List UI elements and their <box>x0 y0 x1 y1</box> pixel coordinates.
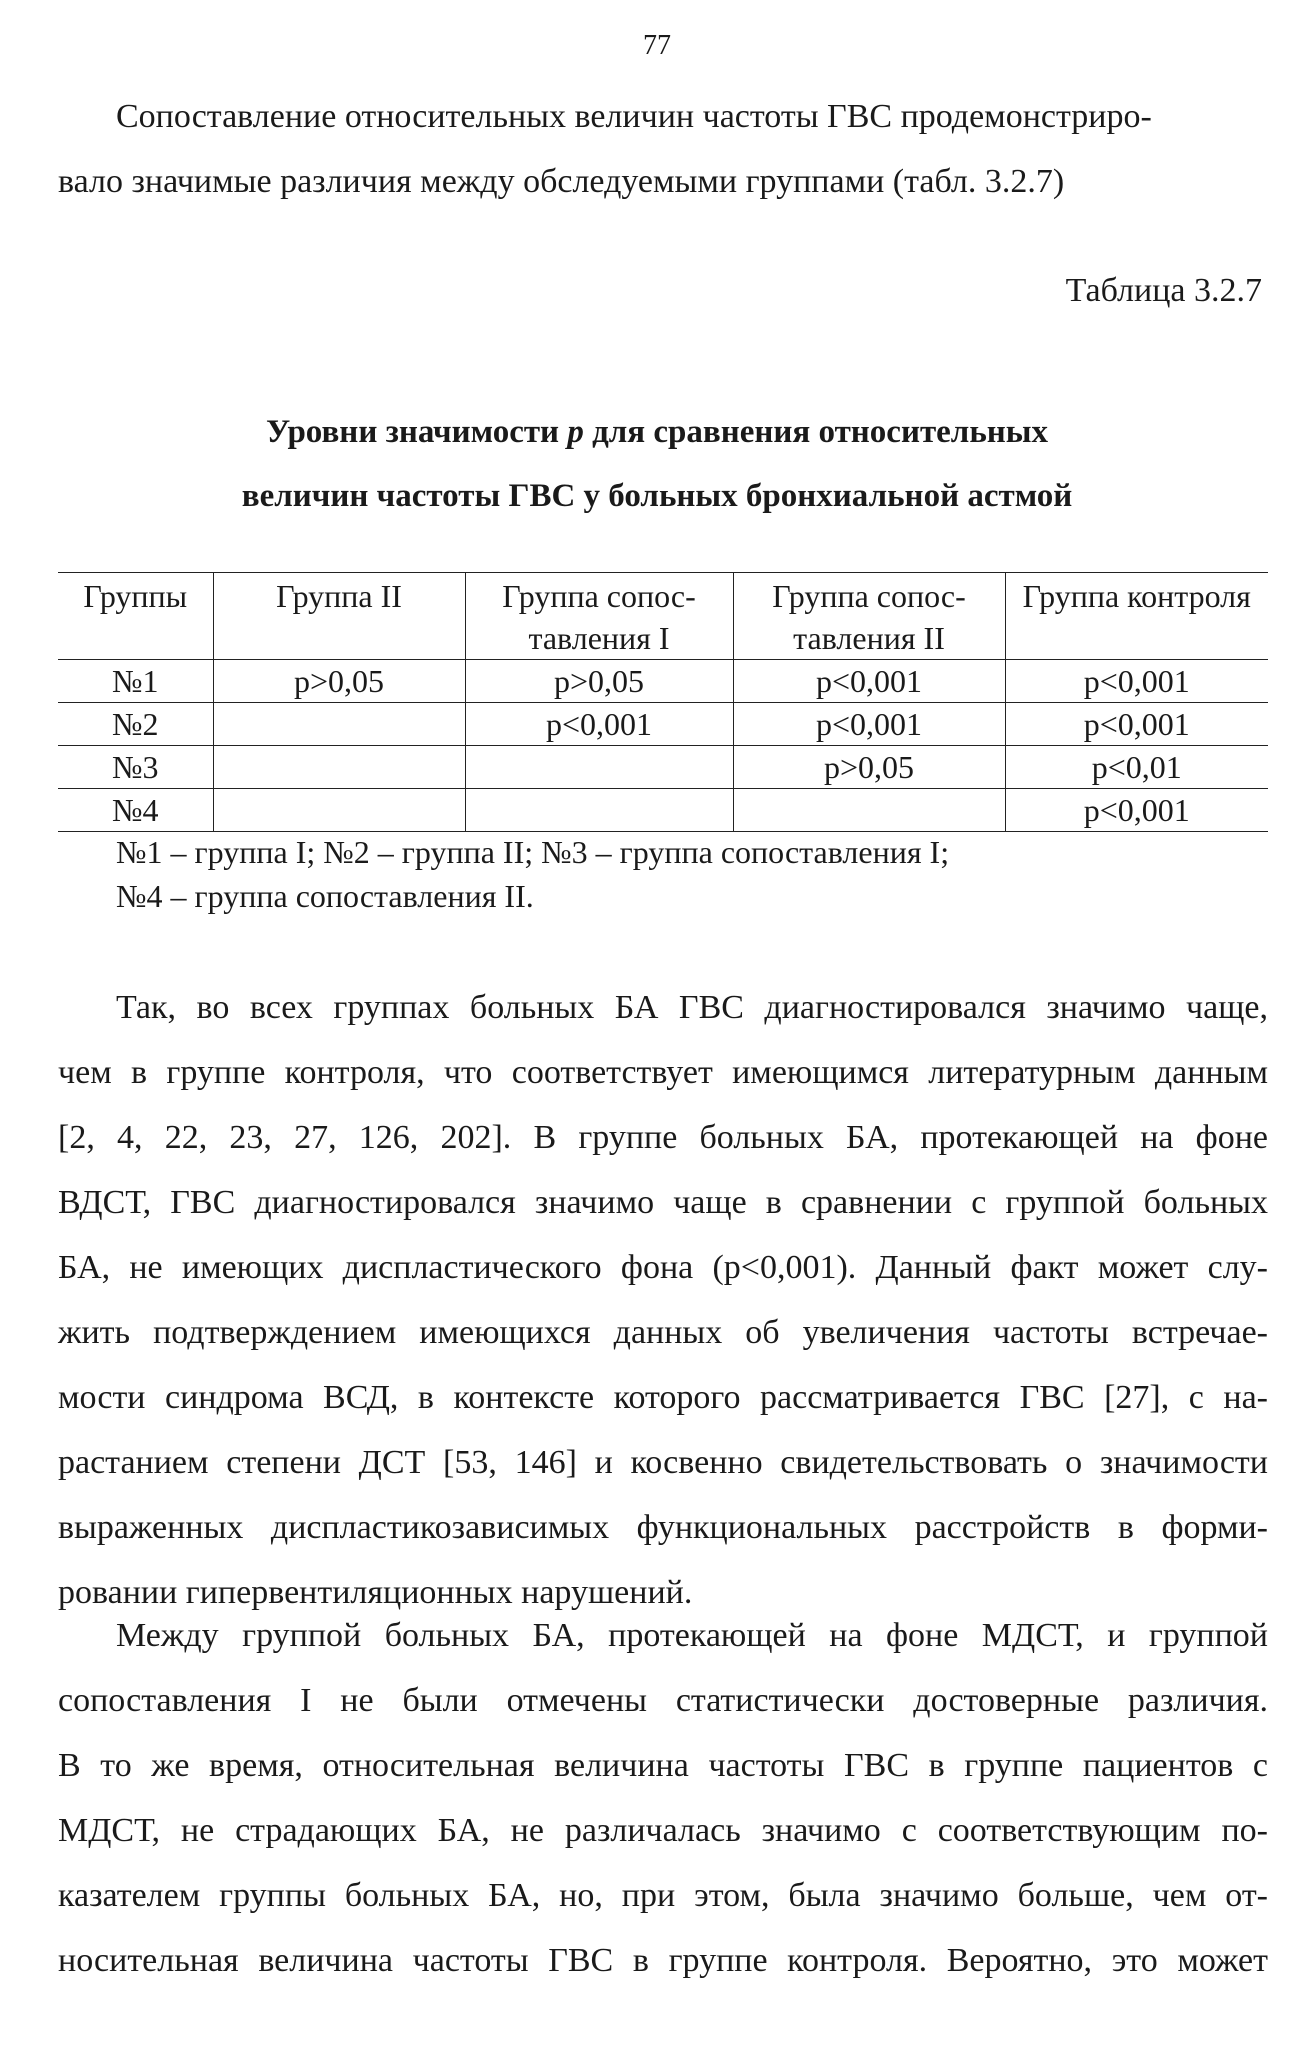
text-line: вало значимые различия между обследуемыми группами (табл. 3.2.7) <box>58 163 1065 200</box>
table-cell: p<0,001 <box>733 703 1005 746</box>
table-title-line-2: величин частоты ГВС у больных бронхиальной астмой <box>241 478 1073 514</box>
table-title <box>0 400 1314 528</box>
table-cell: p<0,001 <box>1005 703 1268 746</box>
text-line: Так, во всех группах больных БА ГВС диагностировался значимо чаще, <box>116 989 1268 1026</box>
table-cell: p>0,05 <box>733 746 1005 789</box>
table-cell: №1 <box>58 660 213 703</box>
note-line: №1 – группа I; №2 – группа II; №3 – группа сопоставления I; <box>116 834 950 870</box>
text-line: выраженных диспластикозависимых функциональных расстройств в форми- <box>58 1509 1268 1546</box>
table-cell: №2 <box>58 703 213 746</box>
table-row <box>58 703 1268 746</box>
table-cell: p<0,001 <box>733 660 1005 703</box>
text-line: сопоставления I не были отмечены статистически достоверные различия. <box>58 1682 1268 1719</box>
text-line: казателем группы больных БА, но, при этом, была значимо больше, чем от- <box>58 1877 1268 1914</box>
text-line: Между группой больных БА, протекающей на фоне МДСТ, и группой <box>116 1617 1268 1654</box>
text-line: ровании гипервентиляционных нарушений. <box>58 1574 693 1611</box>
table-cell: p<0,001 <box>1005 660 1268 703</box>
table-row <box>58 789 1268 832</box>
table-cell: p<0,001 <box>1005 789 1268 832</box>
table-cell: №4 <box>58 789 213 832</box>
table-header-row <box>58 573 1268 660</box>
header-cell: Группа II <box>213 573 465 660</box>
intro-paragraph <box>58 84 1268 214</box>
header-cell: Группа сопос- тавления I <box>465 573 733 660</box>
table-cell <box>465 746 733 789</box>
significance-table <box>58 572 1268 832</box>
header-cell: Группы <box>58 573 213 660</box>
table-cell: p>0,05 <box>465 660 733 703</box>
page-number: 77 <box>643 30 671 61</box>
text-line: жить подтверждением имеющихся данных об увеличения частоты встречае- <box>58 1314 1268 1351</box>
table-cell <box>733 789 1005 832</box>
table-cell: p<0,001 <box>465 703 733 746</box>
text-line: МДСТ, не страдающих БА, не различалась значимо с соответствующим по- <box>58 1812 1268 1849</box>
table-cell <box>213 746 465 789</box>
text-line: растанием степени ДСТ [53, 146] и косвенно свидетельствовать о значимости <box>58 1444 1268 1481</box>
table-notes <box>116 830 949 918</box>
table-label: Таблица 3.2.7 <box>1065 272 1262 309</box>
text-line: носительная величина частоты ГВС в группе контроля. Вероятно, это может <box>58 1942 1268 1979</box>
table-row <box>58 660 1268 703</box>
body-paragraph-1 <box>58 975 1268 1625</box>
table-cell: №3 <box>58 746 213 789</box>
note-line: №4 – группа сопоставления II. <box>116 878 534 914</box>
text-line: БА, не имеющих диспластического фона (p<0,001). Данный факт может слу- <box>58 1249 1268 1286</box>
text-line: В то же время, относительная величина частоты ГВС в группе пациентов с <box>58 1747 1268 1784</box>
text-line: мости синдрома ВСД, в контексте которого рассматривается ГВС [27], с на- <box>58 1379 1268 1416</box>
text-line: Сопоставление относительных величин частоты ГВС продемонстриро- <box>116 98 1152 135</box>
table-cell <box>213 789 465 832</box>
body-paragraph-2 <box>58 1603 1268 1993</box>
text-line: чем в группе контроля, что соответствует имеющимся литературным данным <box>58 1054 1268 1091</box>
text-line: [2, 4, 22, 23, 27, 126, 202]. В группе больных БА, протекающей на фоне <box>58 1119 1268 1156</box>
table-cell <box>213 703 465 746</box>
table-cell: p<0,01 <box>1005 746 1268 789</box>
table-row <box>58 746 1268 789</box>
table-cell <box>465 789 733 832</box>
header-cell: Группа сопос- тавления II <box>733 573 1005 660</box>
table-cell: p>0,05 <box>213 660 465 703</box>
text-line: ВДСТ, ГВС диагностировался значимо чаще в сравнении с группой больных <box>58 1184 1268 1221</box>
table-title-line-1: Уровни значимости p для сравнения относительных <box>265 414 1049 450</box>
header-cell: Группа контроля <box>1005 573 1268 660</box>
